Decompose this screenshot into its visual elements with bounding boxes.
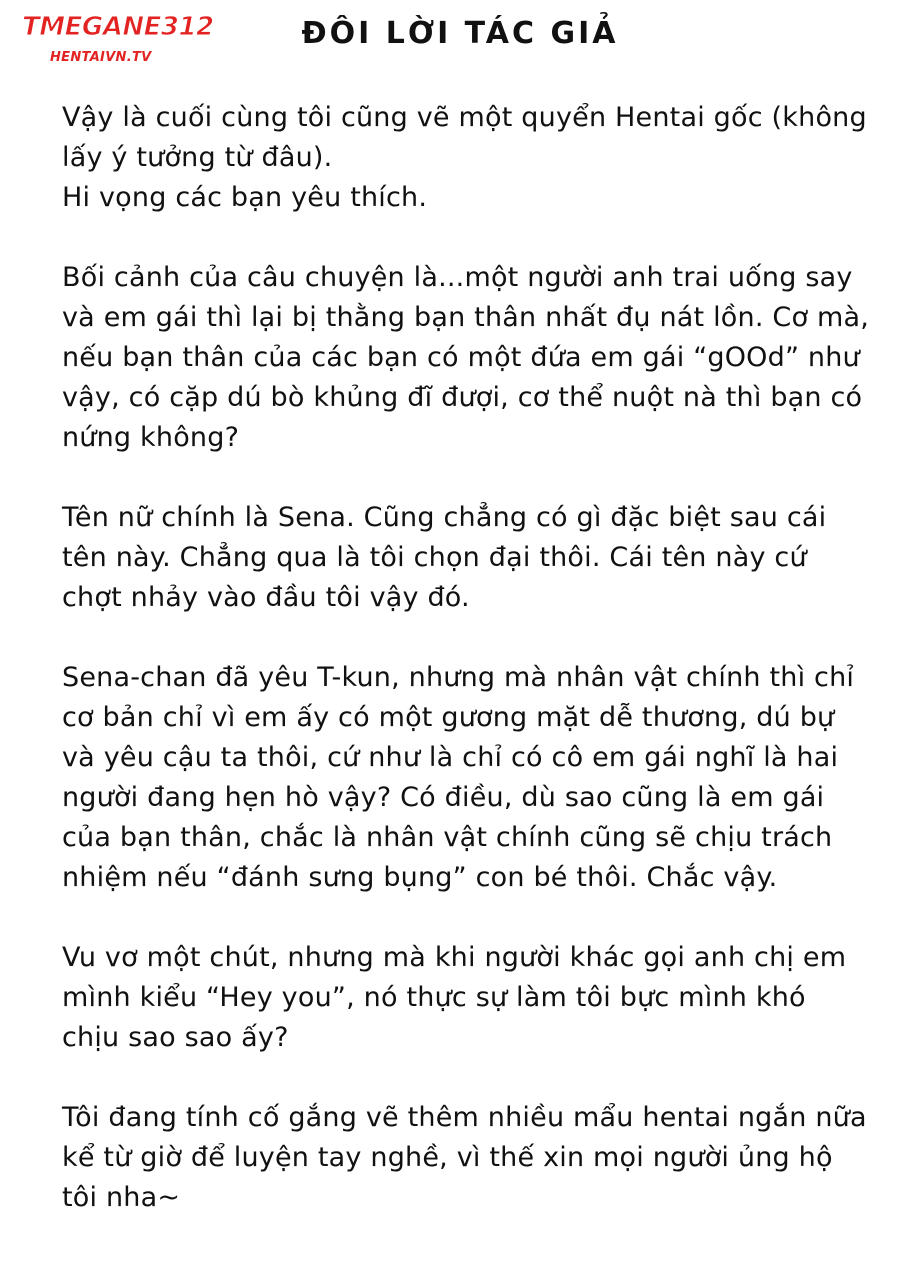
author-note-body [62, 98, 869, 1258]
text-line: Sena-chan đã yêu T-kun, nhưng mà nhân vật chính thì chỉ [62, 662, 855, 693]
text-line: kể từ giờ để luyện tay nghề, vì thế xin mọi người ủng hộ [62, 1142, 833, 1173]
text-line: mình kiểu “Hey you”, nó thực sự làm tôi bực mình khó [62, 982, 806, 1013]
text-line: chịu sao sao ấy? [62, 1022, 289, 1053]
text-line: lấy ý tưởng từ đâu). [62, 142, 333, 173]
paragraph [62, 258, 869, 458]
text-line: chợt nhảy vào đầu tôi vậy đó. [62, 582, 470, 613]
text-line: Tên nữ chính là Sena. Cũng chẳng có gì đặc biệt sau cái [62, 502, 827, 533]
text-line: Vu vơ một chút, nhưng mà khi người khác gọi anh chị em [62, 942, 847, 973]
watermark-main-text: TMEGANE312 [22, 12, 214, 42]
paragraph [62, 658, 862, 898]
text-line: tôi nha~ [62, 1182, 181, 1213]
paragraph [62, 938, 862, 1058]
paragraph [62, 98, 867, 218]
text-line: cơ bản chỉ vì em ấy có một gương mặt dễ thương, dú bự [62, 702, 835, 733]
text-line: Bối cảnh của câu chuyện là...một người anh trai uống say [62, 262, 853, 293]
page-title: ĐÔI LỜI TÁC GIẢ [301, 16, 619, 51]
paragraph [62, 1098, 867, 1218]
text-line: và yêu cậu ta thôi, cứ như là chỉ có cô em gái nghĩ là hai [62, 742, 839, 773]
paragraph [62, 498, 862, 618]
text-line: vậy, có cặp dú bò khủng đĩ đượi, cơ thể nuột nà thì bạn có [62, 382, 863, 413]
text-line: người đang hẹn hò vậy? Có điều, dù sao cũng là em gái [62, 782, 825, 813]
text-line: tên này. Chẳng qua là tôi chọn đại thôi. Cái tên này cứ [62, 542, 807, 573]
text-line: nứng không? [62, 422, 240, 453]
text-line: Hi vọng các bạn yêu thích. [62, 182, 428, 213]
text-line: Vậy là cuối cùng tôi cũng vẽ một quyển Hentai gốc (không [62, 102, 867, 133]
text-line: và em gái thì lại bị thằng bạn thân nhất đụ nát lồn. Cơ mà, [62, 302, 869, 333]
text-line: nhiệm nếu “đánh sưng bụng” con bé thôi. Chắc vậy. [62, 862, 778, 893]
text-line: Tôi đang tính cố gắng vẽ thêm nhiều mẩu hentai ngắn nữa [62, 1102, 867, 1133]
text-line: của bạn thân, chắc là nhân vật chính cũng sẽ chịu trách [62, 822, 833, 853]
watermark-sub-text: HENTAIVN.TV [50, 50, 152, 65]
text-line: nếu bạn thân của các bạn có một đứa em gái “gOOd” như [62, 342, 860, 373]
